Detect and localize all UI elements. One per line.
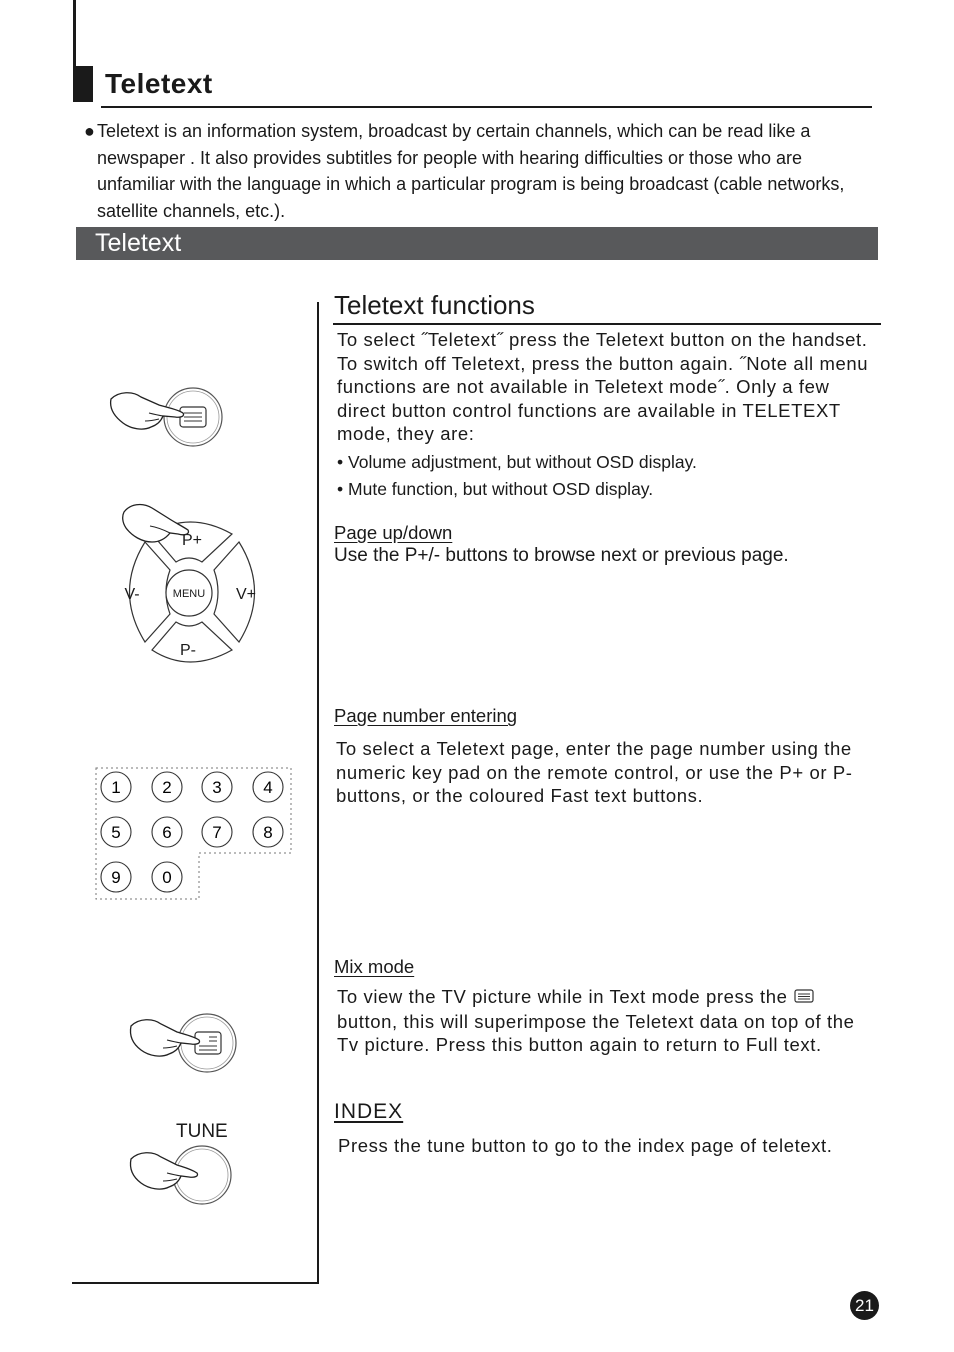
pointing-hand-icon	[111, 393, 184, 429]
column-divider	[317, 302, 319, 1284]
mix-mode-text	[337, 985, 877, 1057]
intro-text: Teletext is an information system, broadcast by certain channels, which can be read like a newspaper . It also provides subtitles for people with hearing difficulties or those who are unfamiliar with the language in which a particular program is being broadcast (cable networks, satellite channels, etc.).	[97, 121, 845, 221]
intro-paragraph	[84, 118, 884, 224]
dpad-down-label: P-	[180, 642, 196, 659]
key-label: 0	[162, 868, 172, 887]
functions-title: Teletext functions	[334, 290, 535, 320]
list-bullet: •	[337, 479, 344, 499]
dpad-left-label: V-	[124, 586, 140, 603]
keypad-key-9	[101, 862, 131, 892]
page-number-text: To select a Teletext page, enter the page number using the numeric key pad on the remote control, or use the P+ or P- buttons, or the coloured Fast text buttons.	[336, 738, 853, 806]
pointing-hand-icon	[130, 1020, 199, 1056]
keypad-key-0	[152, 862, 182, 892]
key-label: 4	[263, 778, 273, 797]
tune-label: TUNE	[176, 1121, 228, 1142]
key-label: 5	[111, 823, 121, 842]
keypad-key-2	[152, 772, 182, 802]
key-label: 6	[162, 823, 172, 842]
keypad-key-1	[101, 772, 131, 802]
mix-mode-title: Mix mode	[334, 956, 415, 977]
bottom-rule	[72, 1282, 318, 1284]
keypad-key-3	[202, 772, 232, 802]
list-item-text: Mute function, but without OSD display.	[348, 479, 654, 499]
key-label: 7	[212, 823, 222, 842]
key-label: 9	[111, 868, 121, 887]
mix-mode-text-before: To view the TV picture while in Text mode press the	[337, 986, 788, 1007]
key-label: 3	[212, 778, 222, 797]
tune-button-illustration	[125, 1143, 237, 1209]
section-band	[76, 227, 878, 260]
functions-underline	[333, 323, 881, 325]
list-item-text: Volume adjustment, but without OSD display.	[348, 452, 697, 472]
dpad-illustration	[112, 502, 272, 672]
teletext-button-icon	[180, 407, 206, 427]
key-label: 1	[111, 778, 121, 797]
index-text: Press the tune button to go to the index page of teletext.	[338, 1135, 833, 1156]
section-band-title: Teletext	[95, 229, 182, 257]
mix-mode-text-after: button, this will superimpose the Teletext data on top of the Tv picture. Press this button again to return to Full text.	[337, 1010, 855, 1056]
list-item	[337, 479, 653, 500]
teletext-button-illustration	[105, 383, 230, 453]
mix-button-illustration	[125, 1008, 243, 1078]
key-label: 2	[162, 778, 172, 797]
index-title: INDEX	[334, 1100, 404, 1123]
keypad-key-7	[202, 817, 232, 847]
title-underline	[101, 106, 872, 108]
functions-intro: To select ˝Teletext˝ press the Teletext button on the handset. To switch off Teletext, press the button again. ˝Note all menu functions are not available in Teletext mode˝. Only a few direct button control functions are available in TELETEXT mode, they are:	[337, 329, 869, 444]
list-bullet: •	[337, 452, 344, 472]
dpad-right-label: V+	[235, 586, 257, 603]
dpad-center-label: MENU	[172, 588, 206, 600]
dpad-up-label: P+	[181, 532, 203, 549]
intro-bullet: ●	[84, 121, 95, 141]
list-item	[337, 452, 697, 473]
teletext-icon	[793, 986, 815, 1010]
page-updown-text: Use the P+/- buttons to browse next or previous page.	[334, 545, 789, 566]
page-number-title: Page number entering	[334, 705, 518, 726]
page-title: Teletext	[105, 68, 213, 99]
keypad-key-4	[253, 772, 283, 802]
header-marker-block	[73, 66, 93, 102]
keypad-key-5	[101, 817, 131, 847]
numeric-keypad	[93, 765, 295, 903]
pointing-hand-icon	[130, 1153, 197, 1189]
keypad-key-6	[152, 817, 182, 847]
keypad-key-8	[253, 817, 283, 847]
key-label: 8	[263, 823, 273, 842]
page-number: 21	[850, 1291, 879, 1320]
page-updown-title: Page up/down	[334, 522, 453, 543]
